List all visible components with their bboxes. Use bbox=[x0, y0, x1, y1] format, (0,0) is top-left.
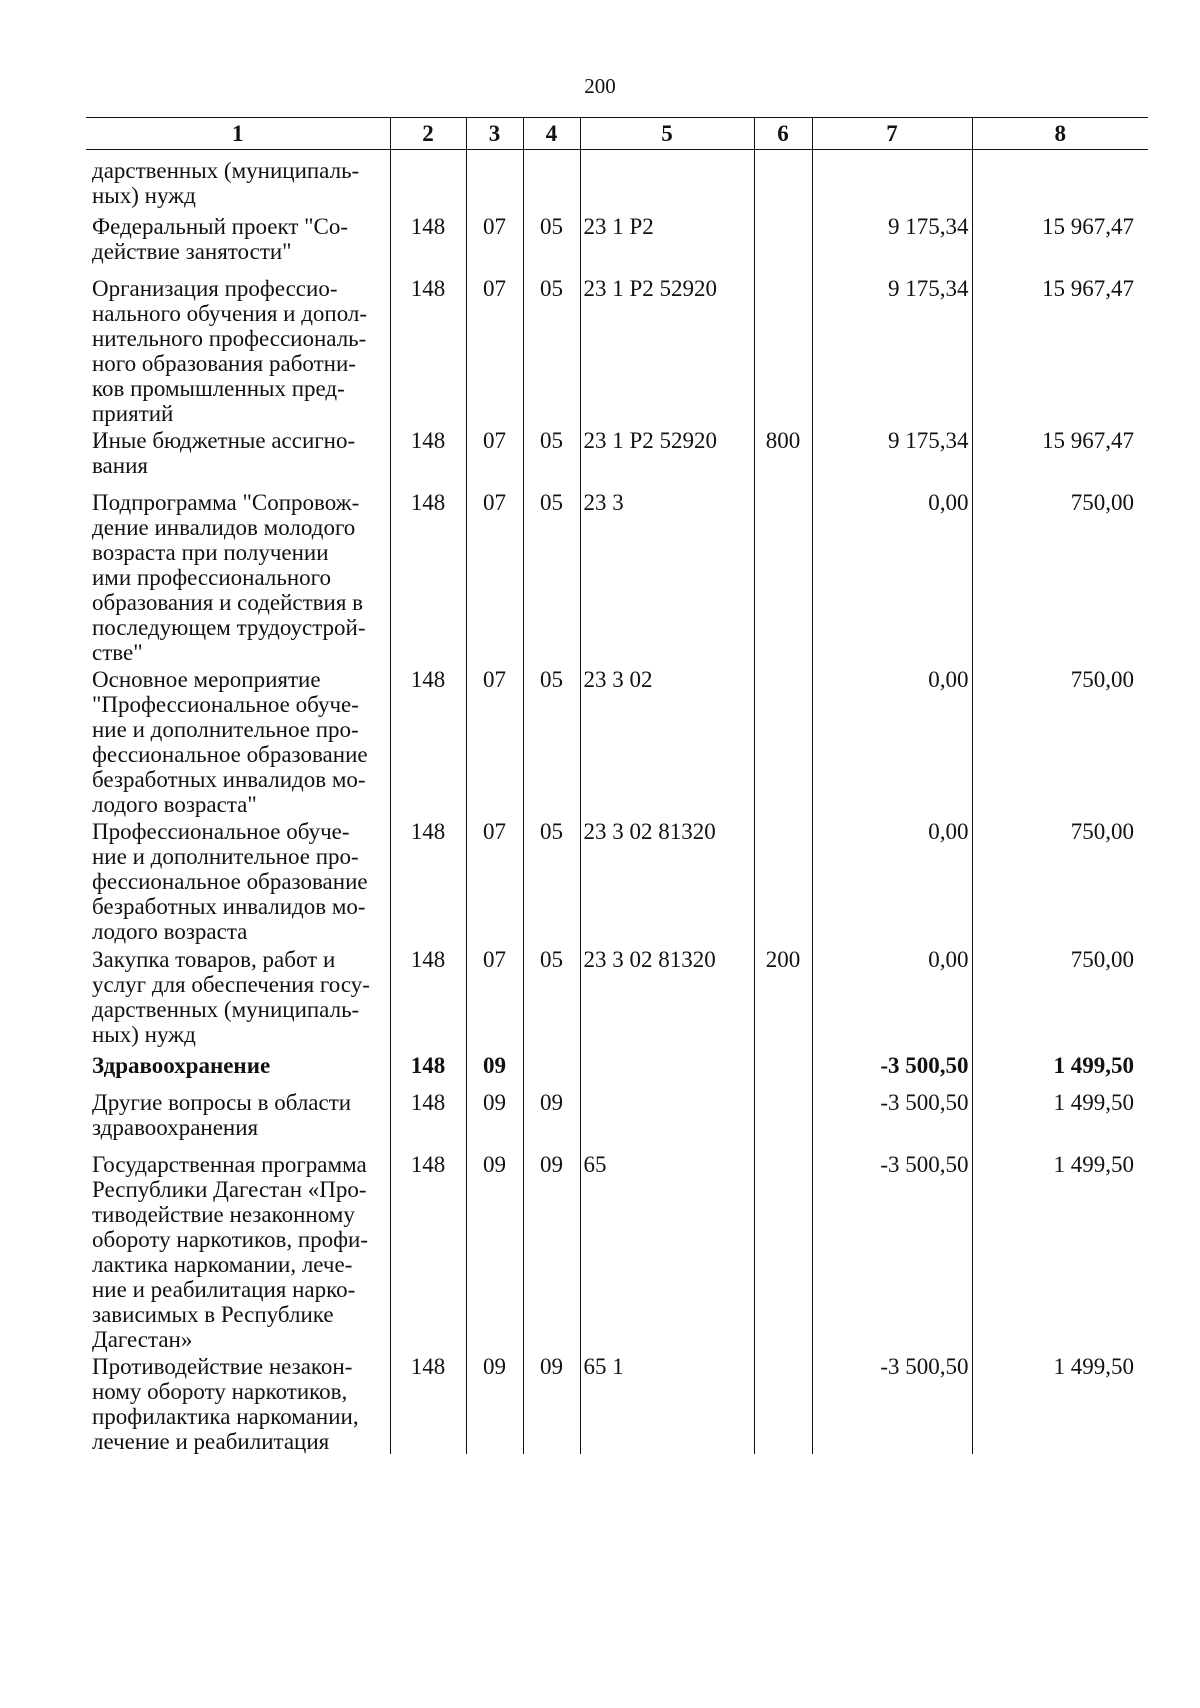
column-header: 4 bbox=[523, 118, 580, 150]
row-amount-total: 15 967,47 bbox=[972, 212, 1148, 274]
row-amount-total: 1 499,50 bbox=[972, 1051, 1148, 1088]
row-target-article: 65 1 bbox=[580, 1352, 754, 1454]
row-admin-code: 148 bbox=[390, 212, 466, 274]
row-admin-code: 148 bbox=[390, 1088, 466, 1150]
table-row bbox=[86, 212, 1148, 274]
table-row bbox=[86, 945, 1148, 1051]
row-section-code: 07 bbox=[466, 945, 523, 1051]
row-amount-change bbox=[812, 150, 972, 212]
table-row bbox=[86, 665, 1148, 817]
row-section-code: 07 bbox=[466, 665, 523, 817]
row-admin-code: 148 bbox=[390, 426, 466, 488]
row-subsection-code: 05 bbox=[523, 945, 580, 1051]
row-expense-type: 800 bbox=[754, 426, 812, 488]
table-row bbox=[86, 426, 1148, 488]
row-name: Организация профессио- нального обучения и допол- нительного профессиональ- ного образования работни- ков промышленных пред- приятий bbox=[92, 275, 368, 426]
row-admin-code: 148 bbox=[390, 1352, 466, 1454]
row-target-article: 23 1 P2 bbox=[580, 212, 754, 274]
row-expense-type bbox=[754, 488, 812, 665]
row-target-article: 65 bbox=[580, 1150, 754, 1352]
row-admin-code: 148 bbox=[390, 945, 466, 1051]
column-header: 8 bbox=[972, 118, 1148, 150]
table-row bbox=[86, 274, 1148, 426]
table-row bbox=[86, 1150, 1148, 1352]
row-amount-total: 750,00 bbox=[972, 488, 1148, 665]
row-subsection-code bbox=[523, 150, 580, 212]
row-amount-total: 1 499,50 bbox=[972, 1352, 1148, 1454]
row-admin-code: 148 bbox=[390, 1150, 466, 1352]
table-row bbox=[86, 817, 1148, 945]
row-name: дарственных (муниципаль- ных) нужд bbox=[92, 158, 360, 208]
row-name: Здравоохранение bbox=[92, 1052, 271, 1078]
row-target-article bbox=[580, 1051, 754, 1088]
row-amount-change: -3 500,50 bbox=[812, 1051, 972, 1088]
row-target-article bbox=[580, 1088, 754, 1150]
row-name: Основное мероприятие "Профессиональное обуче- ние и дополнительное про- фессиональное образование безработных инвалидов мо- лодого возраста" bbox=[92, 666, 368, 817]
row-admin-code: 148 bbox=[390, 274, 466, 426]
row-subsection-code: 09 bbox=[523, 1150, 580, 1352]
row-expense-type bbox=[754, 1150, 812, 1352]
row-expense-type bbox=[754, 150, 812, 212]
row-target-article: 23 3 02 bbox=[580, 665, 754, 817]
row-admin-code: 148 bbox=[390, 1051, 466, 1088]
row-amount-total: 15 967,47 bbox=[972, 274, 1148, 426]
row-target-article: 23 1 P2 52920 bbox=[580, 274, 754, 426]
row-amount-total bbox=[972, 150, 1148, 212]
row-amount-total: 1 499,50 bbox=[972, 1088, 1148, 1150]
row-section-code: 09 bbox=[466, 1051, 523, 1088]
row-amount-change: -3 500,50 bbox=[812, 1088, 972, 1150]
row-expense-type bbox=[754, 274, 812, 426]
row-subsection-code: 05 bbox=[523, 426, 580, 488]
row-amount-total: 1 499,50 bbox=[972, 1150, 1148, 1352]
row-name: Федеральный проект "Со- действие занятости" bbox=[92, 213, 349, 264]
row-name: Подпрограмма "Сопровож- дение инвалидов молодого возраста при получении ими профессионального образования и содействия в последующем трудоустрой- стве" bbox=[92, 489, 366, 665]
column-header: 2 bbox=[390, 118, 466, 150]
row-expense-type bbox=[754, 1088, 812, 1150]
row-subsection-code: 09 bbox=[523, 1352, 580, 1454]
row-target-article bbox=[580, 150, 754, 212]
column-header: 5 bbox=[580, 118, 754, 150]
row-expense-type bbox=[754, 665, 812, 817]
row-section-code: 07 bbox=[466, 426, 523, 488]
row-amount-total: 15 967,47 bbox=[972, 426, 1148, 488]
row-expense-type: 200 bbox=[754, 945, 812, 1051]
row-amount-change: 9 175,34 bbox=[812, 274, 972, 426]
column-header: 1 bbox=[86, 118, 390, 150]
row-target-article: 23 3 02 81320 bbox=[580, 817, 754, 945]
row-subsection-code: 05 bbox=[523, 817, 580, 945]
row-amount-change: 0,00 bbox=[812, 945, 972, 1051]
row-amount-change: 0,00 bbox=[812, 817, 972, 945]
row-section-code: 07 bbox=[466, 274, 523, 426]
page-number: 200 bbox=[584, 74, 616, 98]
row-subsection-code: 05 bbox=[523, 212, 580, 274]
row-subsection-code: 05 bbox=[523, 488, 580, 665]
row-target-article: 23 3 02 81320 bbox=[580, 945, 754, 1051]
row-admin-code bbox=[390, 150, 466, 212]
row-subsection-code: 05 bbox=[523, 665, 580, 817]
table-row bbox=[86, 1352, 1148, 1454]
row-amount-total: 750,00 bbox=[972, 945, 1148, 1051]
column-header: 7 bbox=[812, 118, 972, 150]
row-expense-type bbox=[754, 1352, 812, 1454]
row-name: Противодействие незакон- ному обороту наркотиков, профилактика наркомании, лечение и реабилитация bbox=[92, 1353, 359, 1454]
table-row bbox=[86, 488, 1148, 665]
row-target-article: 23 1 P2 52920 bbox=[580, 426, 754, 488]
row-name: Закупка товаров, работ и услуг для обеспечения госу- дарственных (муниципаль- ных) нужд bbox=[92, 946, 370, 1047]
row-name: Иные бюджетные ассигно- вания bbox=[92, 427, 356, 478]
row-expense-type bbox=[754, 1051, 812, 1088]
row-section-code bbox=[466, 150, 523, 212]
row-amount-total: 750,00 bbox=[972, 665, 1148, 817]
table-row bbox=[86, 1088, 1148, 1150]
row-amount-change: 0,00 bbox=[812, 488, 972, 665]
row-amount-change: 9 175,34 bbox=[812, 212, 972, 274]
row-admin-code: 148 bbox=[390, 817, 466, 945]
row-name: Государственная программа Республики Дагестан «Про- тиводействие незаконному обороту наркотиков, профи- лактика наркомании, лече- ние и реабилитация нарко- зависимых в Республике Дагестан» bbox=[92, 1151, 369, 1352]
row-admin-code: 148 bbox=[390, 488, 466, 665]
row-target-article: 23 3 bbox=[580, 488, 754, 665]
budget-table bbox=[86, 117, 1148, 1454]
row-subsection-code: 09 bbox=[523, 1088, 580, 1150]
row-section-code: 09 bbox=[466, 1352, 523, 1454]
table-row bbox=[86, 150, 1148, 212]
row-name: Профессиональное обуче- ние и дополнительное про- фессиональное образование безработных инвалидов мо- лодого возраста bbox=[92, 818, 368, 944]
row-expense-type bbox=[754, 212, 812, 274]
row-amount-total: 750,00 bbox=[972, 817, 1148, 945]
row-admin-code: 148 bbox=[390, 665, 466, 817]
row-section-code: 07 bbox=[466, 817, 523, 945]
row-subsection-code bbox=[523, 1051, 580, 1088]
table-body bbox=[86, 150, 1148, 1454]
row-section-code: 09 bbox=[466, 1088, 523, 1150]
row-section-code: 07 bbox=[466, 212, 523, 274]
row-amount-change: -3 500,50 bbox=[812, 1150, 972, 1352]
row-section-code: 09 bbox=[466, 1150, 523, 1352]
header-row bbox=[86, 118, 1148, 150]
row-section-code: 07 bbox=[466, 488, 523, 665]
row-amount-change: -3 500,50 bbox=[812, 1352, 972, 1454]
row-amount-change: 9 175,34 bbox=[812, 426, 972, 488]
row-amount-change: 0,00 bbox=[812, 665, 972, 817]
column-header: 6 bbox=[754, 118, 812, 150]
row-name: Другие вопросы в области здравоохранения bbox=[92, 1089, 352, 1140]
row-subsection-code: 05 bbox=[523, 274, 580, 426]
table-row bbox=[86, 1051, 1148, 1088]
row-expense-type bbox=[754, 817, 812, 945]
column-header: 3 bbox=[466, 118, 523, 150]
